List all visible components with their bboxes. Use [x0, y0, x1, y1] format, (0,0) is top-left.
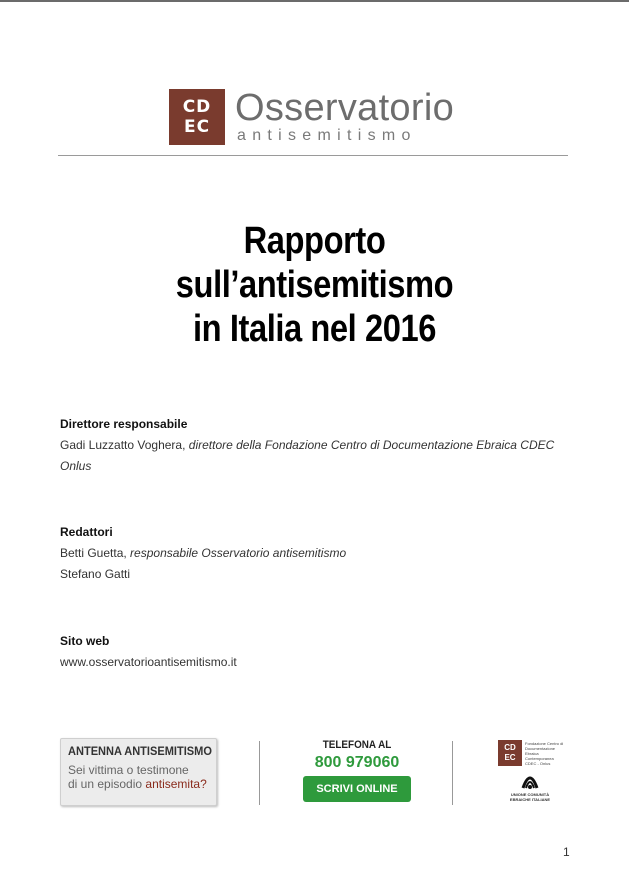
director-name: Gadi Luzzatto Voghera,	[60, 438, 186, 452]
logo-subtitle: antisemitismo	[237, 127, 417, 144]
title-line-1: Rapporto	[243, 220, 386, 262]
editor-1	[60, 543, 580, 564]
report-title	[44, 219, 585, 351]
header-divider	[58, 155, 568, 156]
page-number: 1	[563, 845, 570, 859]
director-role: direttore della Fondazione Centro di Documentazione Ebraica CDEC Onlus	[60, 438, 555, 473]
director-text	[60, 435, 580, 477]
top-border	[0, 0, 629, 2]
antenna-antisemitismo-banner[interactable]	[60, 738, 217, 806]
director-heading: Direttore responsabile	[60, 417, 188, 431]
antenna-title: ANTENNA ANTISEMITISMO	[68, 744, 212, 758]
antenna-question	[68, 763, 207, 791]
antenna-line-2-highlight: antisemita?	[145, 777, 207, 791]
phone-block	[282, 738, 432, 802]
website-url[interactable]: www.osservatorioantisemitismo.it	[60, 655, 237, 669]
footer-divider	[452, 741, 453, 805]
partner-logos	[498, 738, 578, 808]
editor-1-role: responsabile Osservatorio antisemitismo	[130, 546, 347, 560]
director-section	[60, 414, 580, 477]
antenna-line-2: di un episodio	[68, 777, 143, 791]
osservatorio-logo	[169, 89, 479, 147]
phone-number[interactable]: 800 979060	[314, 754, 400, 771]
ucei-emblem-icon	[519, 772, 541, 792]
cdec-foundation-text: Fondazione Centro di Documentazione Ebraica Contemporanea CDEC - Onlus	[525, 741, 564, 766]
footer-divider	[259, 741, 260, 805]
website-heading: Sito web	[60, 634, 110, 648]
title-line-3: in Italia nel 2016	[193, 308, 436, 350]
antenna-line-1: Sei vittima o testimone	[68, 763, 189, 777]
footer-banner	[60, 738, 580, 808]
editors-section	[60, 522, 580, 585]
editor-2-name: Stefano Gatti	[60, 567, 131, 581]
title-line-2: sull’antisemitismo	[175, 264, 454, 306]
cdec-logo-mark: CD EC	[169, 89, 225, 145]
editor-1-name: Betti Guetta,	[60, 546, 127, 560]
ucei-text: UNIONE COMUNITÀ EBRAICHE ITALIANE	[509, 792, 551, 802]
website-section	[60, 631, 580, 673]
cdec-mini-logo: CD EC	[498, 740, 522, 766]
phone-label: TELEFONA AL	[322, 739, 392, 751]
write-online-button[interactable]: SCRIVI ONLINE	[303, 776, 410, 802]
ucei-logo	[504, 772, 556, 802]
logo-name: Osservatorio	[235, 87, 455, 129]
editors-heading: Redattori	[60, 525, 113, 539]
